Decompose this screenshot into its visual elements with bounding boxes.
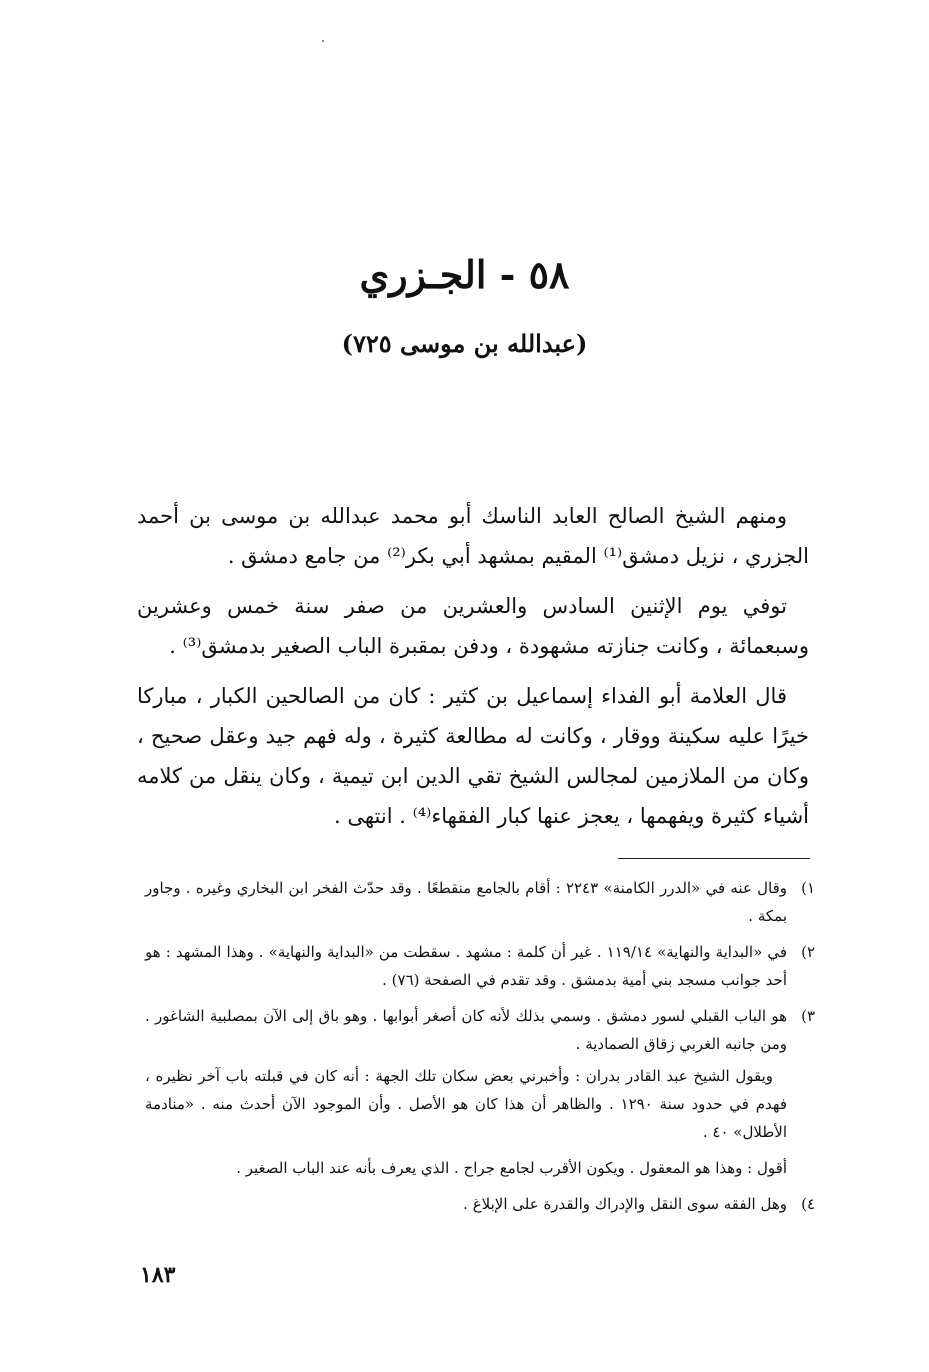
paragraph: قال العلامة أبو الفداء إسماعيل بن كثير : كان من الصالحين الكبار ، مباركا خيرًا عليه سكينة ووقار ، وكانت له مطالعة كثيرة ، وله فهم جيد وعقل صحيح ، وكان من الملازمين لمجالس الشيخ تقي الدين ابن تيمية ، وكان ينقل من كلامه أشياء كثيرة ويفهمها ، يعجز عنها كبار الفقهاء⁽⁴⁾ . انتهى . [137, 684, 809, 828]
scan-speck [322, 40, 324, 42]
footnote-continuation: أقول : وهذا هو المعقول . ويكون الأقرب لجامع جراح . الذي يعرف بأنه عند الباب الصغير . [236, 1159, 787, 1177]
footnote-divider [618, 858, 810, 859]
chapter-title: ٥٨ - الجـزري [359, 252, 570, 297]
footnote-number: ١) [801, 879, 815, 897]
footnote-continuation: ويقول الشيخ عبد القادر بدران : وأخبرني بعض سكان تلك الجهة : أنه كان في قبلته باب آخر نظيره ، فهدم في حدود سنة ١٢٩٠ . والظاهر أن هذا كان هو الأصل . وأن الموجود الآن أحدث منه . «منادمة الأطلال» ٤٠ . [145, 1067, 787, 1141]
footnote [145, 938, 815, 994]
chapter-subtitle: (عبدالله بن موسى ٧٢٥) [341, 329, 588, 358]
footnote-text: هو الباب القبلي لسور دمشق . وسمي بذلك لأنه كان أصغر أبوابها . وهو باق إلى الآن بمصلبية الشاغور . ومن جانبه الغربي زقاق الصمادية . [145, 1007, 787, 1053]
footnote-text: وقال عنه في «الدرر الكامنة» ٢٢٤٣ : أقام بالجامع منقطعًا . وقد حدّث الفخر ابن البخاري وغيره . وجاور بمكة . [145, 879, 787, 925]
footnotes [145, 874, 815, 1226]
footnote-text: وهل الفقه سوى النقل والإدراك والقدرة على الإبلاغ . [463, 1195, 787, 1213]
footnote-number: ٤) [801, 1195, 815, 1213]
paragraph: توفي يوم الإثنين السادس والعشرين من صفر سنة خمس وعشرين وسبعمائة ، وكانت جنازته مشهودة ، ودفن بمقبرة الباب الصغير بدمشق⁽³⁾ . [137, 594, 809, 658]
body-text [137, 496, 809, 846]
footnote [145, 1002, 815, 1182]
footnote-text: في «البداية والنهاية» ١١٩/١٤ . غير أن كلمة : مشهد . سقطت من «البداية والنهاية» . وهذا المشهد : هو أحد جوانب مسجد بني أمية بدمشق . وقد تقدم في الصفحة (٧٦) . [145, 943, 788, 989]
footnote-number: ٢) [801, 943, 815, 961]
footnote [145, 1190, 815, 1218]
page-number: ١٨٣ [140, 1262, 176, 1288]
footnote [145, 874, 815, 930]
paragraph: ومنهم الشيخ الصالح العابد الناسك أبو محمد عبدالله بن موسى بن أحمد الجزري ، نزيل دمشق⁽¹⁾ المقيم بمشهد أبي بكر⁽²⁾ من جامع دمشق . [137, 504, 809, 568]
footnote-number: ٣) [801, 1007, 815, 1025]
